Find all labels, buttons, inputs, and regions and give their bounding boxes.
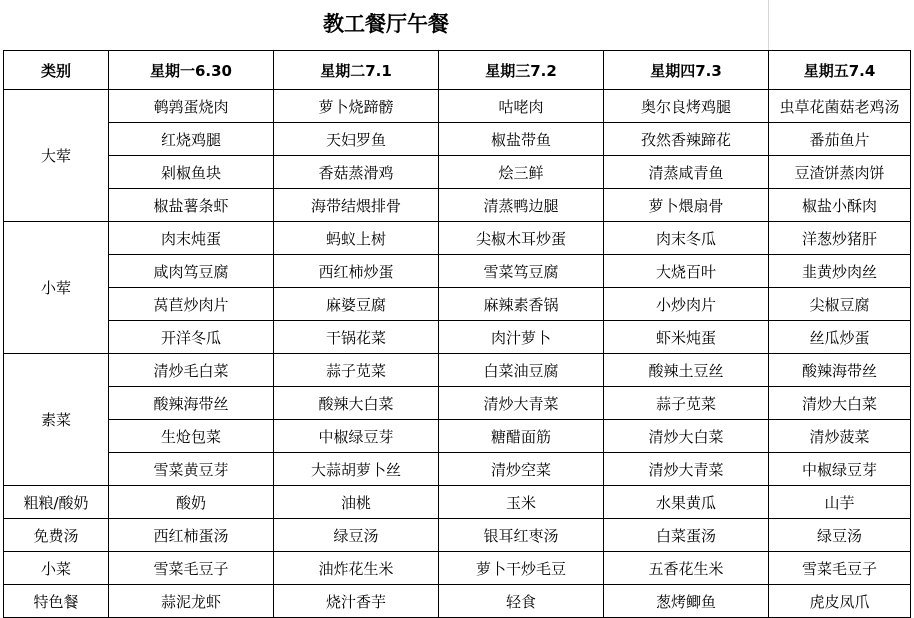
dish-cell: 油炸花生米 xyxy=(274,552,439,585)
dish-cell: 五香花生米 xyxy=(604,552,769,585)
title-row xyxy=(0,0,914,50)
dish-cell: 海带结煨排骨 xyxy=(274,189,439,222)
table-row xyxy=(4,486,911,519)
dish-cell: 油桃 xyxy=(274,486,439,519)
dish-cell: 中椒绿豆芽 xyxy=(769,453,911,486)
dish-cell: 酸奶 xyxy=(109,486,274,519)
page-title: 教工餐厅午餐 xyxy=(323,12,449,36)
dish-cell: 葱烤鲫鱼 xyxy=(604,585,769,618)
dish-cell: 番茄鱼片 xyxy=(769,123,911,156)
dish-cell: 雪菜笃豆腐 xyxy=(439,255,604,288)
dish-cell: 雪菜黄豆芽 xyxy=(109,453,274,486)
dish-cell: 清炒大白菜 xyxy=(604,420,769,453)
dish-cell: 小炒肉片 xyxy=(604,288,769,321)
dish-cell: 清炒菠菜 xyxy=(769,420,911,453)
dish-cell: 酸辣大白菜 xyxy=(274,387,439,420)
table-row xyxy=(4,519,911,552)
dish-cell: 香菇蒸滑鸡 xyxy=(274,156,439,189)
dish-cell: 蚂蚁上树 xyxy=(274,222,439,255)
header-day: 星期二7.1 xyxy=(274,51,439,90)
dish-cell: 雪菜毛豆子 xyxy=(109,552,274,585)
dish-cell: 韭黄炒肉丝 xyxy=(769,255,911,288)
header-category: 类别 xyxy=(4,51,109,90)
table-row xyxy=(4,255,911,288)
dish-cell: 清蒸咸青鱼 xyxy=(604,156,769,189)
dish-cell: 咕咾肉 xyxy=(439,90,604,123)
dish-cell: 萝卜干炒毛豆 xyxy=(439,552,604,585)
category-cell: 免费汤 xyxy=(4,519,109,552)
dish-cell: 蒜泥龙虾 xyxy=(109,585,274,618)
dish-cell: 水果黄瓜 xyxy=(604,486,769,519)
category-cell: 粗粮/酸奶 xyxy=(4,486,109,519)
menu-table xyxy=(3,50,911,618)
dish-cell: 清炒大白菜 xyxy=(769,387,911,420)
table-row xyxy=(4,354,911,387)
dish-cell: 干锅花菜 xyxy=(274,321,439,354)
dish-cell: 豆渣饼蒸肉饼 xyxy=(769,156,911,189)
dish-cell: 白菜蛋汤 xyxy=(604,519,769,552)
dish-cell: 尖椒木耳炒蛋 xyxy=(439,222,604,255)
dish-cell: 山芋 xyxy=(769,486,911,519)
dish-cell: 蒜子苋菜 xyxy=(604,387,769,420)
dish-cell: 洋葱炒猪肝 xyxy=(769,222,911,255)
menu-body xyxy=(4,90,911,618)
dish-cell: 奥尔良烤鸡腿 xyxy=(604,90,769,123)
header-day: 星期三7.2 xyxy=(439,51,604,90)
dish-cell: 萝卜煨扇骨 xyxy=(604,189,769,222)
dish-cell: 丝瓜炒蛋 xyxy=(769,321,911,354)
dish-cell: 肉末冬瓜 xyxy=(604,222,769,255)
dish-cell: 鹌鹑蛋烧肉 xyxy=(109,90,274,123)
dish-cell: 清蒸鸭边腿 xyxy=(439,189,604,222)
table-row xyxy=(4,90,911,123)
category-cell: 小菜 xyxy=(4,552,109,585)
table-row xyxy=(4,420,911,453)
dish-cell: 银耳红枣汤 xyxy=(439,519,604,552)
dish-cell: 烩三鲜 xyxy=(439,156,604,189)
table-row xyxy=(4,552,911,585)
dish-cell: 蒜子苋菜 xyxy=(274,354,439,387)
table-row xyxy=(4,222,911,255)
dish-cell: 酸辣土豆丝 xyxy=(604,354,769,387)
dish-cell: 生炝包菜 xyxy=(109,420,274,453)
table-row xyxy=(4,123,911,156)
dish-cell: 酸辣海带丝 xyxy=(769,354,911,387)
category-cell: 特色餐 xyxy=(4,585,109,618)
dish-cell: 白菜油豆腐 xyxy=(439,354,604,387)
dish-cell: 清炒空菜 xyxy=(439,453,604,486)
table-row xyxy=(4,321,911,354)
dish-cell: 莴苣炒肉片 xyxy=(109,288,274,321)
dish-cell: 绿豆汤 xyxy=(769,519,911,552)
table-row xyxy=(4,453,911,486)
dish-cell: 清炒大青菜 xyxy=(439,387,604,420)
dish-cell: 萝卜烧蹄髈 xyxy=(274,90,439,123)
table-row xyxy=(4,189,911,222)
category-cell: 小荤 xyxy=(4,222,109,354)
dish-cell: 酸辣海带丝 xyxy=(109,387,274,420)
dish-cell: 大蒜胡萝卜丝 xyxy=(274,453,439,486)
table-row xyxy=(4,387,911,420)
dish-cell: 麻辣素香锅 xyxy=(439,288,604,321)
header-day: 星期五7.4 xyxy=(769,51,911,90)
table-row xyxy=(4,585,911,618)
dish-cell: 雪菜毛豆子 xyxy=(769,552,911,585)
dish-cell: 虫草花菌菇老鸡汤 xyxy=(769,90,911,123)
dish-cell: 开洋冬瓜 xyxy=(109,321,274,354)
dish-cell: 肉汁萝卜 xyxy=(439,321,604,354)
dish-cell: 西红柿炒蛋 xyxy=(274,255,439,288)
dish-cell: 天妇罗鱼 xyxy=(274,123,439,156)
dish-cell: 咸肉笃豆腐 xyxy=(109,255,274,288)
category-cell: 大荤 xyxy=(4,90,109,222)
header-day: 星期一6.30 xyxy=(109,51,274,90)
dish-cell: 孜然香辣蹄花 xyxy=(604,123,769,156)
dish-cell: 糖醋面筋 xyxy=(439,420,604,453)
dish-cell: 玉米 xyxy=(439,486,604,519)
dish-cell: 虎皮凤爪 xyxy=(769,585,911,618)
dish-cell: 绿豆汤 xyxy=(274,519,439,552)
dish-cell: 大烧百叶 xyxy=(604,255,769,288)
dish-cell: 轻食 xyxy=(439,585,604,618)
table-row xyxy=(4,288,911,321)
dish-cell: 烧汁香芋 xyxy=(274,585,439,618)
dish-cell: 西红柿蛋汤 xyxy=(109,519,274,552)
dish-cell: 清炒大青菜 xyxy=(604,453,769,486)
header-day: 星期四7.3 xyxy=(604,51,769,90)
table-row xyxy=(4,156,911,189)
dish-cell: 椒盐薯条虾 xyxy=(109,189,274,222)
dish-cell: 尖椒豆腐 xyxy=(769,288,911,321)
dish-cell: 椒盐小酥肉 xyxy=(769,189,911,222)
dish-cell: 肉末炖蛋 xyxy=(109,222,274,255)
dish-cell: 麻婆豆腐 xyxy=(274,288,439,321)
title-divider xyxy=(768,0,769,50)
category-cell: 素菜 xyxy=(4,354,109,486)
dish-cell: 椒盐带鱼 xyxy=(439,123,604,156)
dish-cell: 剁椒鱼块 xyxy=(109,156,274,189)
dish-cell: 虾米炖蛋 xyxy=(604,321,769,354)
dish-cell: 红烧鸡腿 xyxy=(109,123,274,156)
header-row xyxy=(4,51,911,90)
dish-cell: 中椒绿豆芽 xyxy=(274,420,439,453)
dish-cell: 清炒毛白菜 xyxy=(109,354,274,387)
